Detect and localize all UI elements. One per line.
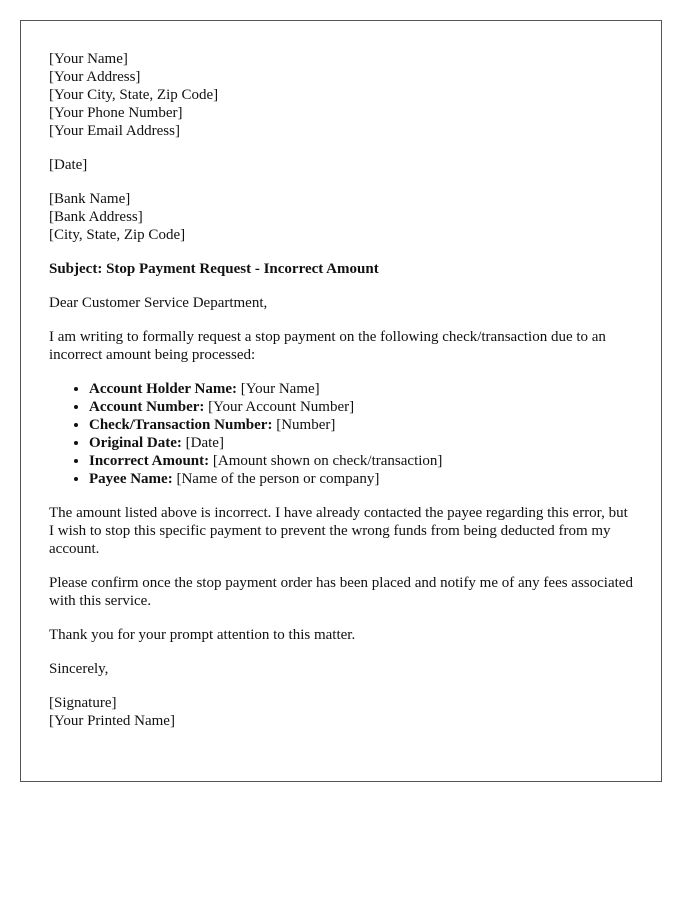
intro-paragraph: I am writing to formally request a stop payment on the following check/transaction due to an incorrect amount being processed: (49, 329, 606, 363)
sender-city-state-zip: [Your City, State, Zip Code] (49, 87, 219, 103)
list-item (89, 434, 633, 452)
list-item (89, 470, 633, 488)
signature-block (49, 694, 633, 730)
list-item (89, 452, 633, 470)
detail-value: [Your Name] (237, 381, 320, 397)
letter-date: [Date] (49, 157, 88, 173)
error-paragraph: The amount listed above is incorrect. I have already contacted the payee regarding this error, but I wish to stop this specific payment to prevent the wrong funds from being deducted from my account. (49, 505, 628, 557)
detail-value: [Amount shown on check/transaction] (209, 453, 443, 469)
detail-label: Original Date: (89, 435, 182, 451)
salutation: Dear Customer Service Department, (49, 295, 268, 311)
detail-label: Incorrect Amount: (89, 453, 210, 469)
confirm-paragraph: Please confirm once the stop payment order has been placed and notify me of any fees associated with this service. (49, 575, 633, 609)
detail-label: Check/Transaction Number: (89, 417, 273, 433)
detail-value: [Date] (181, 435, 224, 451)
detail-value: [Number] (272, 417, 336, 433)
list-item (89, 398, 633, 416)
closing: Sincerely, (49, 661, 109, 677)
detail-label: Account Number: (89, 399, 205, 415)
thanks-paragraph: Thank you for your prompt attention to this matter. (49, 627, 356, 643)
date-block (49, 156, 633, 174)
sender-address: [Your Address] (49, 69, 141, 85)
letter-page (20, 20, 662, 782)
detail-label: Account Holder Name: (89, 381, 238, 397)
sender-block (49, 50, 633, 140)
sender-phone: [Your Phone Number] (49, 105, 183, 121)
detail-value: [Name of the person or company] (172, 471, 380, 487)
list-item (89, 380, 633, 398)
printed-name: [Your Printed Name] (49, 713, 175, 729)
bank-city-state-zip: [City, State, Zip Code] (49, 227, 186, 243)
detail-label: Payee Name: (89, 471, 173, 487)
detail-value: [Your Account Number] (204, 399, 355, 415)
subject-line: Subject: Stop Payment Request - Incorrect Amount (49, 261, 379, 277)
sender-name: [Your Name] (49, 51, 128, 67)
sender-email: [Your Email Address] (49, 123, 180, 139)
list-item (89, 416, 633, 434)
bank-address: [Bank Address] (49, 209, 143, 225)
recipient-block (49, 190, 633, 244)
signature: [Signature] (49, 695, 117, 711)
details-list (49, 380, 633, 488)
bank-name: [Bank Name] (49, 191, 131, 207)
